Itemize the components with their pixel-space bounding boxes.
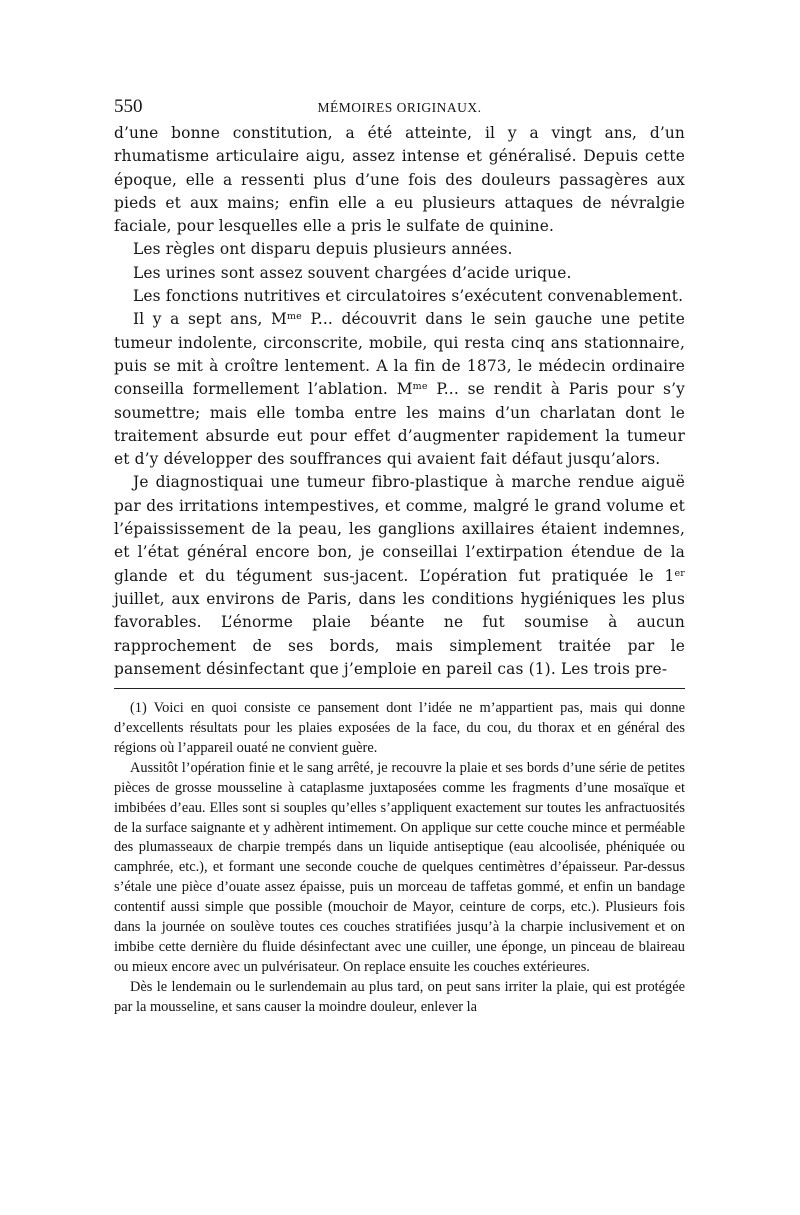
paragraph-1: d’une bonne constitution, a été atteinte, il y a vingt ans, d’un rhumatisme articulaire aigu, assez intense et généralisé. Depuis cette époque, elle a ressenti plus d’une fois des douleurs passagères aux pieds et aux mains; enfin elle a eu plusieurs attaques de névralgie faciale, pour lesquelles elle a pris le sulfate de quinine. bbox=[114, 124, 685, 236]
page-number: 550 bbox=[114, 96, 143, 117]
paragraph-6-part-a: Je diagnostiquai une tumeur fibro-plastique à marche rendue aiguë par des irritations intempestives, et comme, malgré le grand volume et l’épaississement de la peau, les ganglions axillaires étaient indemnes, et l’état général encore bon, je conseillai l’extirpation étendue de la glande et du tégument sus-jacent. L’opération fut pratiquée le 1 bbox=[114, 473, 685, 585]
paragraph-5-part-a: Il y a sept ans, M bbox=[133, 310, 287, 329]
paragraph-6-part-b: juillet, aux environs de Paris, dans les conditions hygiéniques les plus favorables. L’énorme plaie béante ne fut soumise à aucun rapprochement de ses bords, mais simplement traitée par le pansement désinfectant que j’emploie en pareil cas (1). Les trois pre- bbox=[114, 589, 685, 678]
footnote bbox=[114, 699, 685, 1018]
superscript-me: me bbox=[286, 311, 302, 323]
paragraph-5-part-c: P... se rendit à Paris pour s’y soumettre; mais elle tomba entre les mains d’un charlatan dont le traitement absurde eut pour effet d’augmenter rapidement la tumeur et d’y développer des souffrances qui avaient fait défaut jusqu’alors. bbox=[114, 380, 685, 469]
footnote-paragraph-3: Dès le lendemain ou le surlendemain au plus tard, on peut sans irriter la plaie, qui est protégée par la mousseline, et sans causer la moindre douleur, enlever la bbox=[114, 978, 685, 1015]
running-title: MÉMOIRES ORIGINAUX. bbox=[317, 100, 482, 115]
paragraph-5-part-b: P... découvrit dans le sein gauche une petite tumeur indolente, circonscrite, mobile, qui resta cinq ans stationnaire, puis se mit à croître lentement. A la fin de 1873, le médecin ordinaire conseilla formellement l’ablation. M bbox=[114, 310, 685, 399]
body-text bbox=[114, 122, 685, 681]
paragraph-4: Les fonctions nutritives et circulatoires s’exécutent convenablement. bbox=[133, 287, 684, 306]
paragraph-3: Les urines sont assez souvent chargées d’acide urique. bbox=[133, 263, 572, 282]
page-header bbox=[114, 96, 685, 122]
footnote-separator bbox=[114, 688, 685, 689]
superscript-er: er bbox=[674, 567, 685, 579]
paragraph-6 bbox=[114, 471, 685, 681]
paragraph-5 bbox=[114, 308, 685, 471]
superscript-me: me bbox=[412, 381, 428, 393]
paragraph-2: Les règles ont disparu depuis plusieurs années. bbox=[133, 240, 513, 259]
page bbox=[114, 96, 685, 1018]
footnote-paragraph-1: (1) Voici en quoi consiste ce pansement dont l’idée ne m’appartient pas, mais qui donne d’excellents résultats pour les plaies exposées de la face, du cou, du thorax et en général des régions où l’appareil ouaté ne convient guère. bbox=[114, 700, 685, 756]
footnote-paragraph-2: Aussitôt l’opération finie et le sang arrêté, je recouvre la plaie et ses bords d’une série de petites pièces de grosse mousseline à cataplasme juxtaposées comme les fragments d’une mosaïque et imbibées d’eau. Elles sont si souples qu’elles s’appliquent exactement sur toutes les anfractuosités de la surface saignante et y adhèrent intimement. On applique sur cette couche mince et perméable des plumasseaux de charpie trempés dans un liquide antiseptique (eau alcoolisée, phéniquée ou camphrée, etc.), et formant une seconde couche de quelques centimètres d’épaisseur. Par-dessus s’étale une pièce d’ouate assez épaisse, puis un morceau de taffetas gommé, et enfin un bandage contentif aussi simple que possible (mouchoir de Mayor, ceinture de corps, etc.). Plusieurs fois dans la journée on soulève toutes ces couches stratifiées jusqu’à la charpie inclusivement et on imbibe cette dernière du fluide désinfectant avec une cuiller, une éponge, un pinceau de blaireau ou mieux encore avec un pulvérisateur. On replace ensuite les couches extérieures. bbox=[114, 759, 685, 975]
